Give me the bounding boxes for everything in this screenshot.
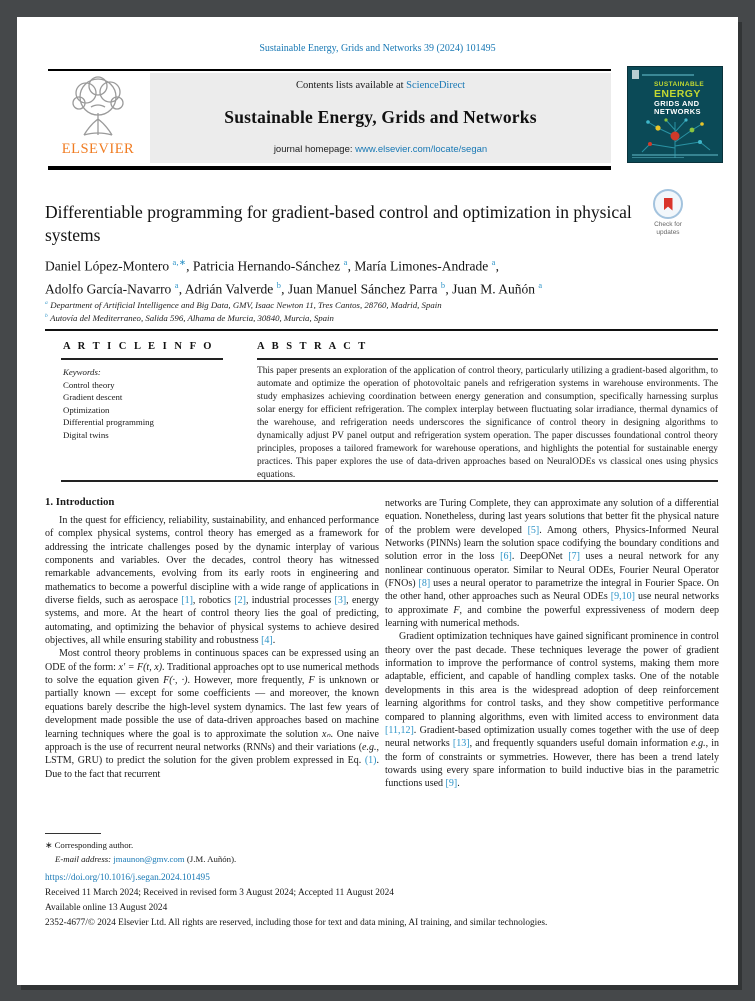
text-run: , industrial processes	[245, 595, 335, 607]
affiliation-superscript: a	[491, 258, 496, 267]
received-line: Received 11 March 2024; Received in revised form 3 August 2024; Accepted 11 August 2024	[45, 888, 394, 898]
citation-link[interactable]: [6]	[500, 551, 512, 563]
citation-link[interactable]: [7]	[568, 551, 580, 563]
inline-math: E-mail address:	[55, 854, 114, 864]
text-run: uses a neural network for any nonlinear continuous operator. Similar to Neural ODEs, Fourier Neural Operator (FNOs)	[385, 551, 719, 590]
affiliation-a	[45, 298, 705, 311]
author-line-2	[45, 276, 685, 299]
text-run: Gradient optimization techniques have gained significant prominence in control theory over the past decade. These techniques leverage the power of gradient information to improve the performance of control systems, making them more adaptable, efficient, and capable of handling complex tasks. One of the notable developments in this area is the widespread adoption of deep reinforcement learning algorithms for control tasks, and they show competitive performance compared to planning algorithms, even with limited access to environment data	[385, 631, 719, 723]
cover-footer-microtext	[632, 154, 718, 159]
inline-math: x′ = F(t, x)	[118, 661, 163, 673]
keyword-item: Differential programming	[63, 417, 154, 427]
affiliation-superscript: a,∗	[172, 258, 187, 267]
paragraph	[385, 630, 719, 790]
copyright-line: 2352-4677/© 2024 Elsevier Ltd. All rights are reserved, including those for text and data mining, AI training, and similar technologies.	[45, 917, 548, 928]
text-run: , Adrián Valverde	[178, 281, 277, 296]
doi-link[interactable]: https://doi.org/10.1016/j.segan.2024.101495	[45, 873, 210, 883]
paragraph	[45, 647, 379, 780]
article-dates-block	[45, 886, 725, 930]
hyperlink[interactable]: www.elsevier.com/locate/segan	[355, 144, 488, 155]
affiliation-superscript: a	[538, 280, 543, 290]
inline-math: e.g.	[362, 741, 377, 753]
inline-math: F	[308, 675, 315, 687]
affiliation-b	[45, 311, 705, 324]
text-run: .	[457, 778, 460, 790]
journal-banner	[150, 73, 611, 163]
text-run: . Traditional approaches opt to use numerical methods to solve the equation given	[45, 661, 379, 687]
text-run: , Patricia Hernando-Sánchez	[186, 258, 344, 274]
paragraph	[385, 497, 719, 630]
text-run: , and frequently squanders useful domain information	[469, 738, 692, 750]
cover-title-line: GRIDS AND	[654, 98, 700, 108]
keywords-label: Keywords:	[63, 367, 101, 377]
article-info-heading: A R T I C L E I N F O	[63, 341, 214, 352]
citation-link[interactable]: [4]	[261, 635, 273, 647]
inline-math: F	[453, 604, 460, 616]
journal-homepage-line	[274, 144, 487, 155]
check-updates-icon	[653, 189, 683, 219]
text-run: journal homepage:	[273, 144, 356, 155]
inline-math: e.g.	[691, 738, 706, 750]
email-line	[45, 852, 385, 866]
text-run: , robotics	[192, 595, 235, 607]
text-run: Most control theory problems in continuous spaces can be expressed using an ODE of the form:	[45, 648, 379, 673]
affiliation-superscript: a	[343, 258, 348, 267]
citation-link[interactable]: [5]	[527, 524, 540, 536]
abstract-rule	[257, 358, 718, 360]
text-run: ,	[495, 258, 499, 274]
text-run: Autovía del Mediterraneo, Salida 596, Alhama de Murcia, 30840, Murcia, Spain	[48, 313, 334, 324]
text-run: . Gradient-based optimization usually comes together with the use of deep neural networks	[385, 724, 719, 750]
text-run: . DeepONet	[511, 551, 569, 563]
inline-math: xₙ	[322, 728, 331, 740]
text-run: is unknown or partially known — except for some coefficients — and moreover, the known equations barely describe the high-level system dynamics. The last few years of development made possible the use of data-driven approaches based on machine learning techniques where the goal is to approximate the solution	[45, 675, 379, 740]
article-info-rule	[61, 358, 223, 360]
citation-link[interactable]: [3]	[334, 595, 347, 607]
article-title: Differentiable programming for gradient-based control and optimization in physical systems	[45, 202, 632, 245]
text-run: uses a neural operator to parametrize the integral in Fourier Space. On the other hand, other approaches such as Neural ODEs	[385, 578, 719, 603]
text-run: , LSTM, GRU) to predict the solution for the given problem expressed in Eq.	[45, 741, 379, 767]
cover-network-tree-icon	[628, 116, 722, 158]
body-column-right	[385, 497, 719, 791]
bookmark-icon	[664, 198, 673, 211]
text-run: use neural networks to approximate	[385, 591, 719, 616]
citation-link[interactable]: [13]	[452, 738, 470, 750]
cover-title-line: NETWORKS	[654, 106, 701, 116]
citation-link[interactable]: [2]	[234, 595, 246, 607]
text-run: .	[272, 635, 276, 647]
cover-publisher-mark-icon	[632, 70, 639, 79]
header-divider	[45, 329, 718, 331]
cover-microtext	[642, 74, 694, 76]
paragraph	[45, 514, 379, 647]
affiliation-superscript: a	[45, 300, 49, 306]
citation-link[interactable]: [9,10]	[610, 591, 635, 603]
text-run: , in the form of constraints or symmetries. However, there has been a trend lately towards using every spare information to build inductive bias in the parametric functions used	[385, 738, 719, 790]
journal-reference-header: Sustainable Energy, Grids and Networks 39 (2024) 101495	[259, 43, 496, 54]
elsevier-tree-icon	[64, 73, 132, 143]
keyword-item: Optimization	[63, 404, 110, 415]
text-run: In the quest for efficiency, reliability, sustainability, and enhanced performance of complex physical systems, control theory has emerged as a framework for addressing the intricate challenges posed by the dynamic interplay of various components and variables. Over the decades, control theory has witnessed remarkable advancements, evolving from its early roots in engineering and mathematics to become a powerful discipline with a wide range of applications in diverse fields, such as aerospace	[45, 515, 379, 607]
text-run: . However, more frequently,	[187, 675, 309, 687]
journal-cover-thumbnail[interactable]	[628, 67, 722, 162]
text-run: . One naive approach is the use of recurrent neural networks (RNNs) and their variations (	[45, 728, 379, 753]
elsevier-wordmark: ELSEVIER	[61, 141, 135, 157]
affiliation-superscript: b	[276, 280, 282, 290]
cover-title-block	[628, 80, 722, 116]
text-run: , energy systems, and more. At the heart of control theory lies the goal of predicting, automating, and optimizing the behavior of physical systems to achieve desired objectives, all while ensuring stability and robustness	[45, 595, 380, 647]
available-online-line: Available online 13 August 2024	[45, 902, 168, 913]
section-heading-introduction: 1. Introduction	[45, 496, 115, 508]
affiliation-superscript: b	[440, 280, 446, 290]
keyword-item: Control theory	[63, 379, 115, 390]
body-column-left	[45, 514, 379, 781]
citation-link[interactable]: [1]	[181, 595, 193, 607]
text-run: networks are Turing Complete, they can approximate any solution of a differential equation. Nonetheless, during last years solutions that better fit the physical nature of the problem were developed	[385, 498, 719, 536]
journal-title: Sustainable Energy, Grids and Networks	[224, 107, 537, 127]
author-line-1	[45, 253, 685, 276]
text-run: Daniel López-Montero	[45, 258, 173, 274]
affiliations	[45, 298, 705, 325]
text-run: , Juan Manuel Sánchez Parra	[281, 281, 441, 296]
affiliation-superscript: b	[45, 313, 49, 320]
paper-page	[17, 17, 738, 985]
footnote-rule	[45, 833, 101, 834]
hyperlink[interactable]: ScienceDirect	[406, 80, 466, 91]
cover-title-line: SUSTAINABLE	[654, 81, 705, 88]
text-run: Adolfo García-Navarro	[45, 281, 175, 296]
keyword-item: Digital twins	[63, 429, 109, 440]
citation-link[interactable]: [9]	[445, 778, 458, 790]
affiliation-superscript: a	[174, 280, 179, 290]
hyperlink[interactable]: jmaunon@gmv.com	[113, 854, 185, 864]
text-run: (J.M. Auñón).	[184, 854, 237, 864]
corresponding-author-line: ∗ Corresponding author.	[45, 840, 134, 850]
contents-line	[296, 80, 465, 91]
keyword-item: Gradient descent	[63, 392, 123, 402]
corresponding-author-footnote	[45, 838, 385, 866]
text-run: , Juan M. Auñón	[445, 281, 539, 296]
author-list	[45, 253, 685, 298]
check-for-updates-badge[interactable]	[635, 189, 701, 237]
text-run: Department of Artificial Intelligence and Big Data, GMV, Isaac Newton 11, Tres Cantos, 28760, Madrid, Spain	[48, 299, 442, 310]
banner-bottom-divider	[48, 166, 611, 170]
cover-title-line: ENERGY	[654, 87, 701, 100]
citation-link[interactable]: [8]	[418, 578, 431, 590]
text-run: . Among others, Physics-Informed Neural Networks (PINNs) learn the solution space codifying the boundary conditions and solution error in the loss	[385, 524, 719, 563]
check-updates-label: Check for updates	[654, 221, 682, 237]
text-run: Contents lists available at	[295, 80, 407, 91]
text-run: . Due to the fact that recurrent	[45, 755, 379, 780]
text-run: , María Limones-Andrade	[347, 258, 492, 274]
cover-header	[628, 67, 722, 80]
elsevier-logo[interactable]	[48, 73, 148, 163]
top-divider	[48, 69, 611, 71]
abstract-text: This paper presents an exploration of the application of control theory, particularly utilizing a gradient-based algorithm, to automate and optimize the operation of photovoltaic panels and refrigeration systems in warehouse environments. The study emphasizes achieving coordination between energy generation and consumption, specifically harnessing surplus solar energy for efficient refrigeration. The complex interplay between fluctuating solar irradiance, thermal dynamics of the warehouse, and refrigeration needs underscores the significance of control theory in designing algorithms to dynamically adjust PV panel output and refrigeration system operation. The paper discusses foundational control theory principles, proposes a tailored framework for warehouse operations, and highlights the potential for sustainable energy practices. This paper explores the use of data-driven approaches based on NeuralODEs vs classical ones using physics equations.	[257, 366, 718, 480]
abstract-heading: A B S T R A C T	[257, 341, 368, 352]
citation-link[interactable]: (1)	[364, 755, 377, 767]
inline-math: F(·, ·)	[163, 675, 188, 687]
keywords-block	[63, 366, 233, 441]
citation-link[interactable]: [11,12]	[385, 724, 414, 736]
abstract-bottom-rule	[61, 480, 718, 482]
text-run: , and combine the powerful expressiveness of modern deep learning with numerical methods.	[385, 604, 720, 630]
